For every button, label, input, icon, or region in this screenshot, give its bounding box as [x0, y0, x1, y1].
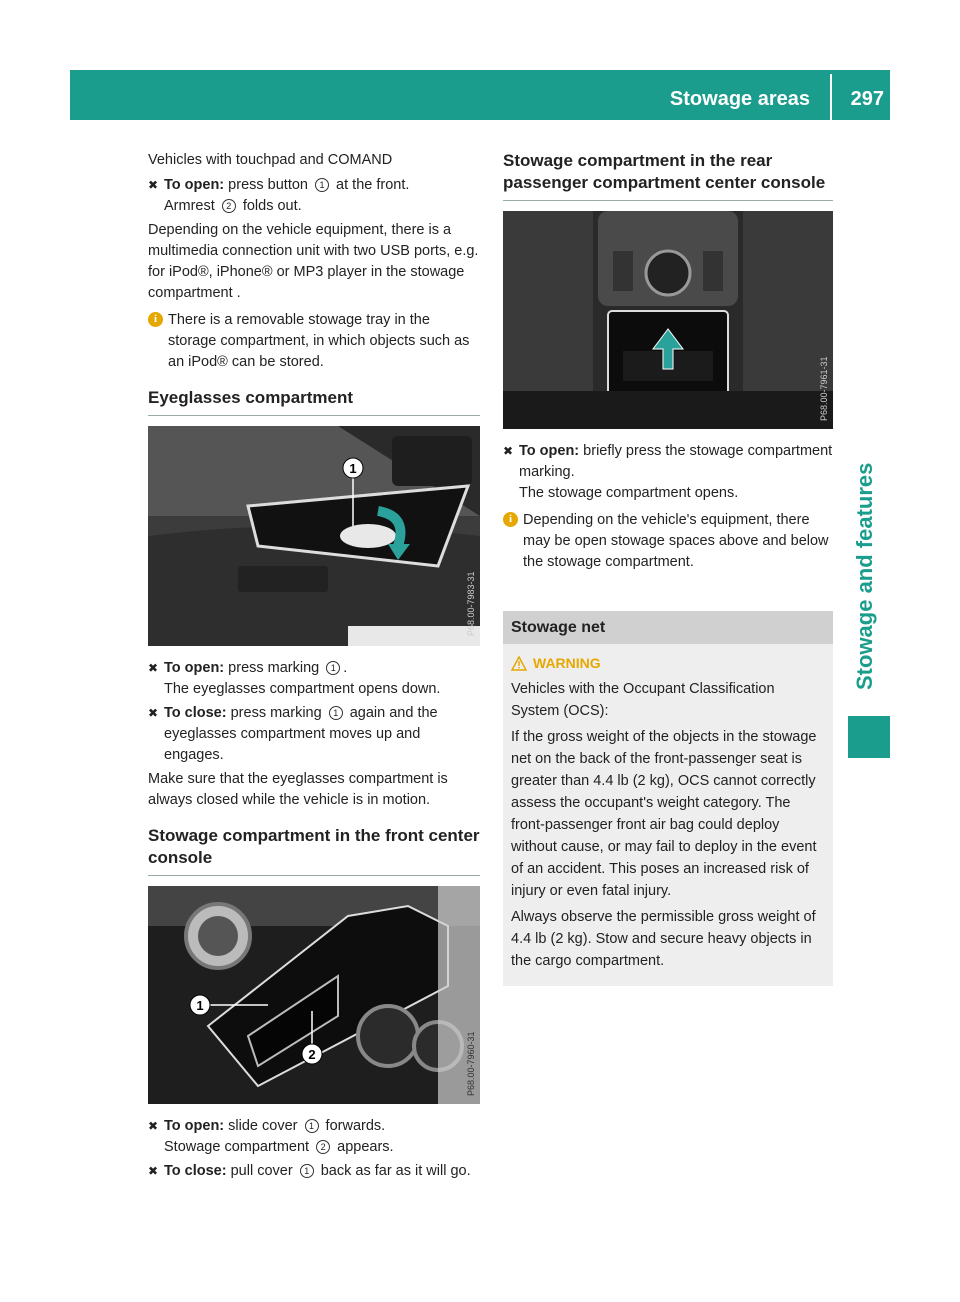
- front-console-photo: [148, 886, 480, 1104]
- intro-text: Vehicles with touchpad and COMAND: [148, 152, 393, 168]
- arrow-icon: ✖: [148, 661, 159, 675]
- step-eyeglasses-close: [148, 703, 480, 766]
- callout-1-icon: 1: [329, 706, 343, 720]
- front-console-illustration: [148, 886, 480, 1104]
- eyeglasses-photo: [148, 426, 480, 646]
- step-label: To open:: [164, 660, 225, 676]
- step-text: press marking: [228, 660, 320, 676]
- step-text-tail: again and the eyeglasses compartment moves up and engages.: [164, 705, 438, 763]
- arrow-icon: ✖: [148, 178, 159, 192]
- callout-2-icon: 2: [222, 199, 236, 213]
- info-note-rear: [503, 510, 833, 573]
- step-label: To open:: [164, 1118, 225, 1134]
- callout-1-icon: 1: [315, 178, 329, 192]
- stowage-net-box: [503, 611, 833, 986]
- warning-text-2: If the gross weight of the objects in the stowage net on the back of the front-passenger seat is greater than 4.4 lb (2 kg), OCS cannot correctly assess the occupant's weight category. The front-passenger front air bag could deploy without cause, or may fail to deploy in the event of an accident. This poses an increased risk of injury or even fatal injury.: [511, 729, 817, 899]
- step-text: slide cover: [228, 1118, 298, 1134]
- heading-front-console: Stowage compartment in the front center console: [148, 825, 480, 876]
- eyeglasses-paragraph: Make sure that the eyeglasses compartment is always closed while the vehicle is in motion.: [148, 771, 448, 808]
- front-console-image-code: P68.00-7960-31: [466, 1031, 476, 1096]
- step-line2: The stowage compartment opens.: [519, 485, 739, 501]
- warning-text-3: Always observe the permissible gross weight of 4.4 lb (2 kg). Stow and secure heavy objects in the cargo compartment.: [511, 909, 816, 969]
- warning-body: [503, 644, 833, 986]
- step-line2: The eyeglasses compartment opens down.: [164, 681, 441, 697]
- step-text-tail: forwards.: [325, 1118, 386, 1134]
- side-tab-label: Stowage and features: [852, 462, 877, 690]
- page-number: 297: [850, 88, 884, 110]
- multimedia-paragraph: Depending on the vehicle equipment, there is a multimedia connection unit with two USB ports, e.g. for iPod®, iPhone® or MP3 player in the stowage compartment .: [148, 222, 479, 301]
- warning-label: WARNING: [533, 655, 601, 671]
- arrow-icon: ✖: [503, 444, 514, 458]
- info-text: There is a removable stowage tray in the storage compartment, in which objects such as an iPod® can be stored.: [168, 312, 470, 370]
- callout-2-icon: 2: [316, 1140, 330, 1154]
- header-divider: [830, 74, 832, 120]
- step-line2: Stowage compartment: [164, 1139, 310, 1155]
- rear-console-image-code: P68.00-7961-31: [819, 356, 829, 421]
- step-front-open: [148, 1116, 480, 1158]
- step-text: press button: [228, 177, 308, 193]
- warning-text-1: Vehicles with the Occupant Classification System (OCS):: [511, 681, 775, 719]
- step-line2-tail: folds out.: [242, 198, 302, 214]
- svg-text:2: 2: [308, 1047, 316, 1062]
- warning-triangle-icon: [511, 656, 527, 671]
- svg-text:1: 1: [349, 461, 357, 476]
- step-label: To open:: [519, 443, 580, 459]
- step-text: pull cover: [230, 1163, 293, 1179]
- eyeglasses-image-code: P68.00-7983-31: [466, 571, 476, 636]
- right-column: [503, 150, 833, 986]
- step-label: To open:: [164, 177, 225, 193]
- rear-console-illustration: [503, 211, 833, 429]
- stowage-net-title: Stowage net: [503, 611, 833, 644]
- heading-rear-console: Stowage compartment in the rear passenger compartment center console: [503, 150, 833, 201]
- side-tab-marker: [848, 716, 890, 758]
- step-label: To close:: [164, 1163, 227, 1179]
- heading-eyeglasses: Eyeglasses compartment: [148, 387, 480, 416]
- callout-1-icon: 1: [305, 1119, 319, 1133]
- step-rear-open: [503, 441, 833, 504]
- arrow-icon: ✖: [148, 1164, 159, 1178]
- left-column: [148, 150, 480, 1185]
- callout-1-icon: 1: [300, 1164, 314, 1178]
- step-line2-tail: appears.: [337, 1139, 394, 1155]
- step-text: briefly press the stowage compartment marking.: [519, 443, 833, 480]
- callout-1-icon: 1: [326, 661, 340, 675]
- info-icon: i: [503, 512, 518, 527]
- step-text-tail: back as far as it will go.: [320, 1163, 471, 1179]
- section-title: Stowage areas: [669, 88, 810, 110]
- rear-console-photo: [503, 211, 833, 429]
- eyeglasses-illustration: [148, 426, 480, 646]
- info-icon: i: [148, 312, 163, 327]
- warning-header: [511, 652, 825, 674]
- arrow-icon: ✖: [148, 706, 159, 720]
- step-text: press marking: [230, 705, 322, 721]
- step-open-armrest: [148, 175, 480, 217]
- step-line2: Armrest: [164, 198, 215, 214]
- step-text-tail: at the front.: [336, 177, 410, 193]
- svg-text:1: 1: [196, 998, 204, 1013]
- info-note: [148, 310, 480, 373]
- step-label: To close:: [164, 705, 227, 721]
- arrow-icon: ✖: [148, 1119, 159, 1133]
- step-front-close: [148, 1161, 480, 1182]
- info-text: Depending on the vehicle's equipment, there may be open stowage spaces above and below the stowage compartment.: [523, 512, 829, 570]
- step-eyeglasses-open: ✖ To open: press marking 1 . The eyeglasses compartment opens down.: [148, 660, 441, 697]
